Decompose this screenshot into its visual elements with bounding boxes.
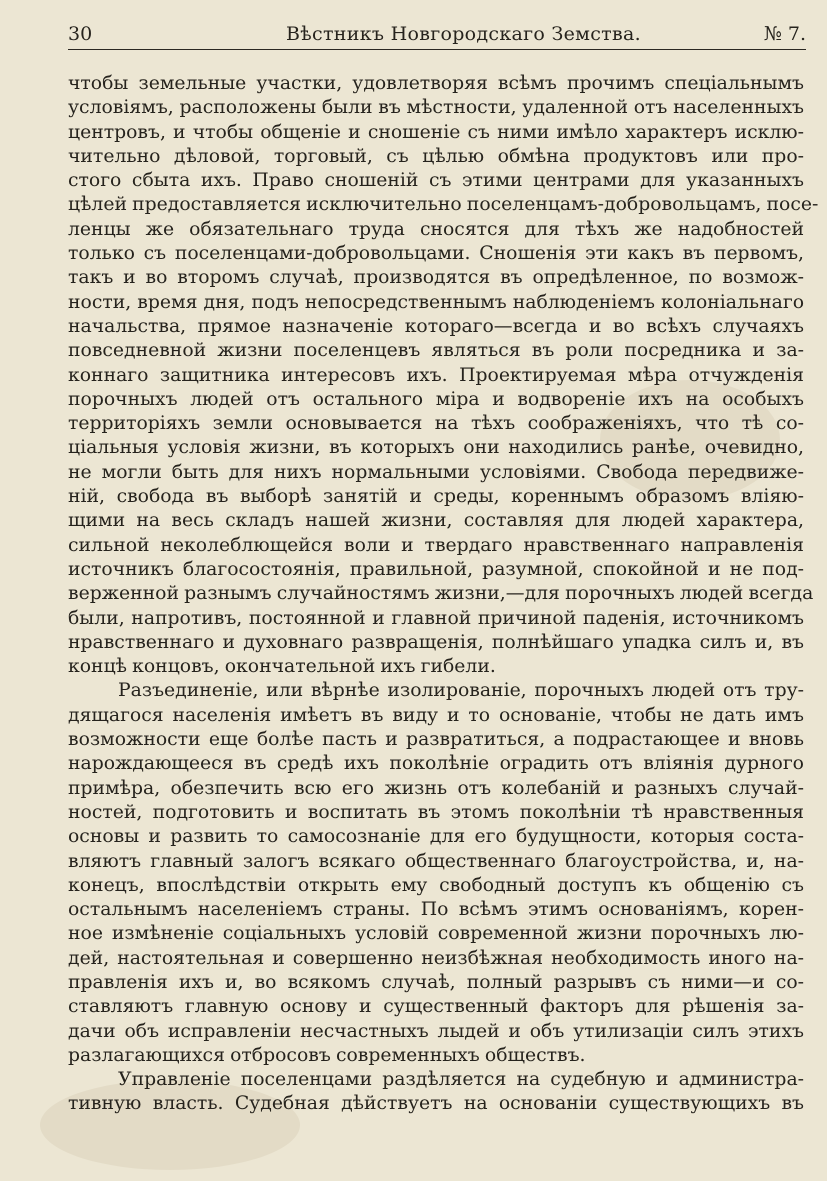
text-line: верженной разнымъ случайностямъ жизни,—для порочныхъ людей всегда bbox=[68, 583, 814, 605]
text-line: конецъ, впослѣдствіи открыть ему свободный доступъ къ общенію съ bbox=[68, 874, 804, 896]
running-title: Вѣстникъ Новгородскаго Земства. bbox=[286, 23, 641, 45]
text-line: нравственнаго и духовнаго развращенія, полнѣйшаго упадка силъ и, въ bbox=[68, 631, 804, 653]
text-line: центровъ, и чтобы общеніе и сношеніе съ ними имѣло характеръ исклю- bbox=[68, 121, 804, 143]
paragraph bbox=[68, 1068, 804, 1117]
text-line: источникъ благосостоянія, правильной, разумной, спокойной и не под- bbox=[68, 558, 804, 580]
text-line: ціальныя условія жизни, въ которыхъ они находились ранѣе, очевидно, bbox=[68, 437, 804, 459]
text-line: остальнымъ населеніемъ страны. По всѣмъ этимъ основаніямъ, корен- bbox=[68, 899, 804, 921]
text-line: условіямъ, расположены были въ мѣстности, удаленной отъ населенныхъ bbox=[68, 97, 804, 119]
text-line: сильной неколеблющейся воли и твердаго нравственнаго направленія bbox=[68, 534, 804, 556]
text-line: примѣра, обезпечить всю его жизнь отъ колебаній и разныхъ случай- bbox=[68, 777, 804, 799]
text-line: ности, время дня, подъ непосредственнымъ наблюденіемъ колоніальнаго bbox=[68, 291, 804, 313]
text-line: ное измѣненіе соціальныхъ условій современной жизни порочныхъ лю- bbox=[68, 923, 804, 945]
text-line: стого сбыта ихъ. Право сношеній съ этими центрами для указанныхъ bbox=[68, 170, 804, 192]
text-line: разлагающихся отбросовъ современныхъ обществъ. bbox=[68, 1044, 586, 1066]
page-header bbox=[68, 20, 806, 52]
text-line: концѣ концовъ, окончательной ихъ гибели. bbox=[68, 656, 496, 678]
text-line: возможности еще болѣе пасть и развратиться, а подрастающее и вновь bbox=[68, 729, 804, 751]
issue-number: № 7. bbox=[763, 23, 806, 45]
text-line: Разъединеніе, или вѣрнѣе изолированіе, порочныхъ людей отъ тру- bbox=[118, 680, 804, 702]
text-line: только съ поселенцами-добровольцами. Сношенія эти какъ въ первомъ, bbox=[68, 243, 804, 265]
text-line: ленцы же обязательнаго труда сносятся для тѣхъ же надобностей bbox=[68, 218, 804, 240]
text-line: дачи объ исправленіи несчастныхъ лыдей и объ утилизаціи силъ этихъ bbox=[68, 1020, 804, 1042]
text-line: правленія ихъ и, во всякомъ случаѣ, полный разрывъ съ ними—и со- bbox=[68, 971, 804, 993]
text-line: щими на весь складъ нашей жизни, составляя для людей характера, bbox=[68, 510, 804, 532]
text-line: дей, настоятельная и совершенно неизбѣжная необходимость иного на- bbox=[68, 947, 804, 969]
paragraph bbox=[68, 72, 819, 679]
text-line: начальства, прямое назначеніе котораго—всегда и во всѣхъ случаяхъ bbox=[68, 315, 804, 337]
text-line: коннаго защитника интересовъ ихъ. Проектируемая мѣра отчужденія bbox=[68, 364, 804, 386]
text-line: вляютъ главный залогъ всякаго общественнаго благоустройства, и, на- bbox=[68, 850, 804, 872]
text-line: территоріяхъ земли основывается на тѣхъ соображеніяхъ, что тѣ со- bbox=[68, 413, 804, 435]
header-rule bbox=[68, 49, 806, 50]
text-line: нарождающееся въ средѣ ихъ поколѣніе оградить отъ вліянія дурного bbox=[68, 753, 804, 775]
text-line: чительно дѣловой, торговый, съ цѣлью обмѣна продуктовъ или про- bbox=[68, 145, 804, 167]
text-line: порочныхъ людей отъ остального міра и водвореніе ихъ на особыхъ bbox=[68, 388, 804, 410]
text-line: цѣлей предоставляется исключительно поселенцамъ-добровольцамъ, посе- bbox=[68, 194, 819, 216]
text-line: были, напротивъ, постоянной и главной причиной паденія, источникомъ bbox=[68, 607, 804, 629]
text-line: такъ и во второмъ случаѣ, производятся въ опредѣленное, по возмож- bbox=[68, 267, 804, 289]
page-number: 30 bbox=[68, 23, 93, 45]
text-line: ставляютъ главную основу и существенный факторъ для рѣшенія за- bbox=[68, 996, 804, 1018]
text-line: не могли быть для нихъ нормальными условіями. Свобода передвиже- bbox=[68, 461, 804, 483]
text-line: повседневной жизни поселенцевъ являться въ роли посредника и за- bbox=[68, 340, 804, 362]
text-line: основы и развить то самосознаніе для его будущности, которыя соста- bbox=[68, 826, 804, 848]
text-line: ностей, подготовить и воспитать въ этомъ поколѣніи тѣ нравственныя bbox=[68, 801, 804, 823]
text-line: Управленіе поселенцами раздѣляется на судебную и администра- bbox=[118, 1069, 804, 1091]
paragraph bbox=[68, 679, 804, 1068]
article-body bbox=[68, 72, 819, 1117]
text-line: ній, свобода въ выборѣ занятій и среды, кореннымъ образомъ вліяю- bbox=[68, 486, 804, 508]
text-line: дящагося населенія имѣетъ въ виду и то основаніе, чтобы не дать имъ bbox=[68, 704, 804, 726]
text-line: чтобы земельные участки, удовлетворяя всѣмъ прочимъ спеціальнымъ bbox=[68, 73, 804, 94]
text-line: тивную власть. Судебная дѣйствуетъ на основаніи существующихъ въ bbox=[68, 1093, 804, 1115]
